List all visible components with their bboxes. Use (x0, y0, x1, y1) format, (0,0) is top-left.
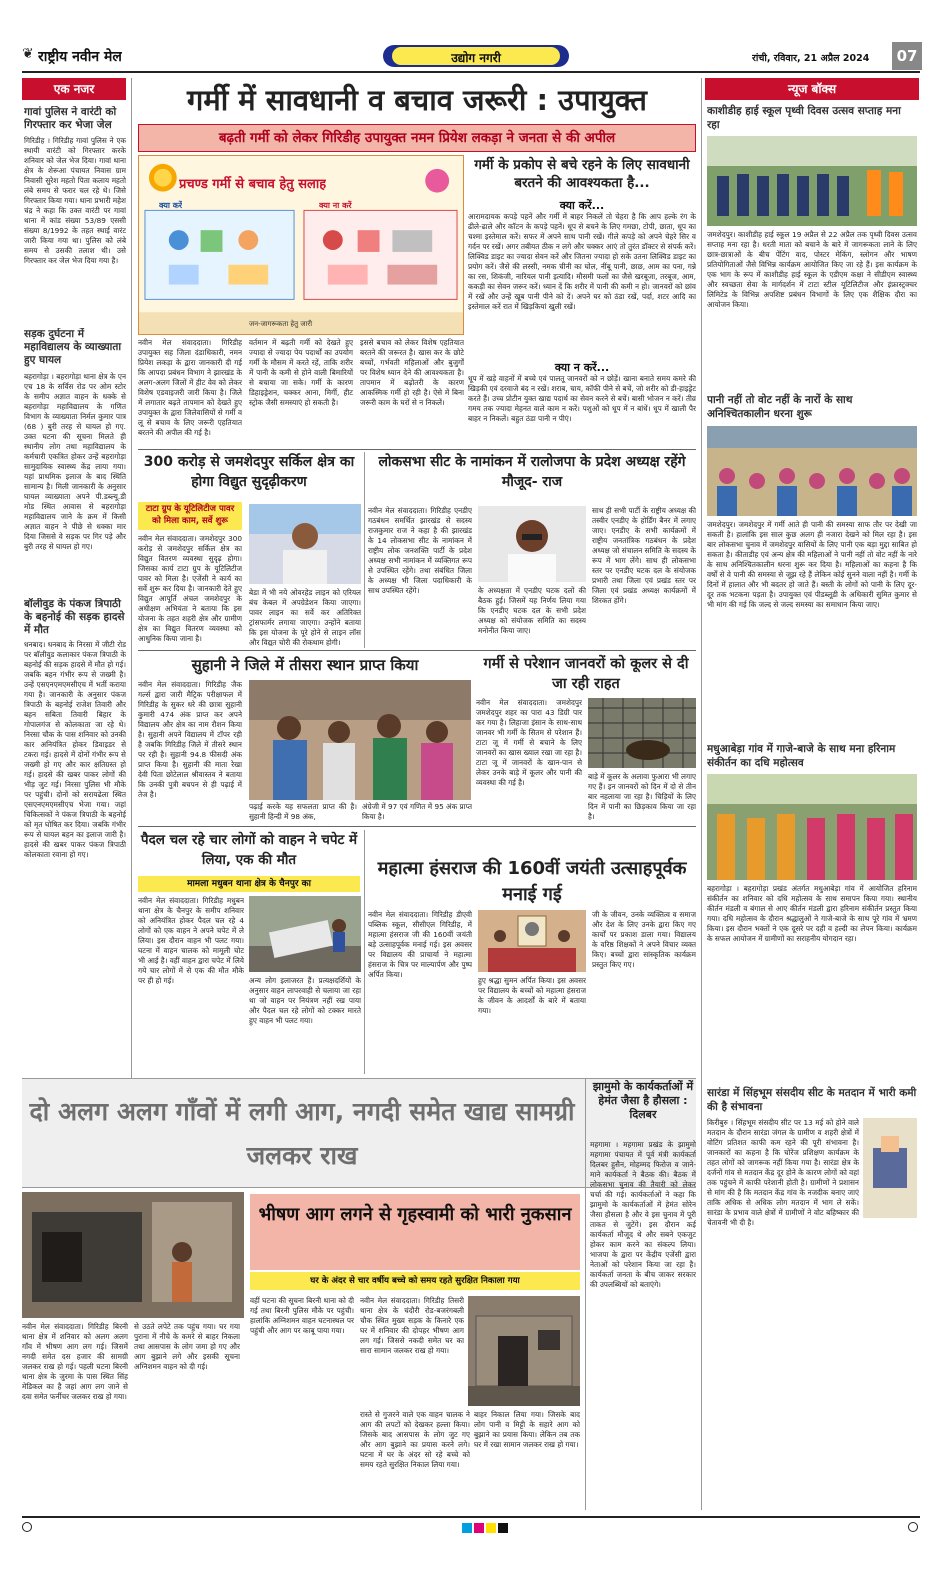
right-r3-body: बहरागोड़ा । बहरागोड़ा प्रखंड अंतर्गत मधुआबेड़ा गांव में आयोजित हरिनाम संकीर्तन का शनिवार को दधि महोत्सव के साथ समापन किया गया। स्थानीय कीर्तन मंडली व बंगाल से आए कीर्तन मंडली द्वारा हरिनाम संकीर्तन प्रस्तुत किया गया। दधि महोत्सव के दौरान श्रद्धालुओं ने गाजे-बाजे के साथ पूरे गांव में भ्रमण किया। इस दौरान भक्तों ने एक दूसरे पर दही व हल्दी का लेपन किया। कार्यक्रम के सफल आयोजन में ग्रामीणों का सराहनीय योगदान रहा। (707, 884, 917, 943)
voting-symbol-image (863, 1118, 917, 1218)
accident-col1: नवीन मेल संवाददाता। गिरिडीह मधुबन थाना क्षेत्र के चैनपुर के समीप शनिवार को अनियंत्रित होकर पैदल चल रहे 4 लोगों को एक वाहन ने अपने चपेट में ले लिया। इस दौरान वाहन भी पलट गया। घटना में वाहन चालक को मामूली चोट भी आई है। वहीं वाहन द्वारा चपेट में लिये गये चार लोगों में से एक की मौत मौके पर ही हो गई। (138, 896, 244, 985)
registration-mark-icon (22, 1522, 32, 1532)
tribute-photo (478, 910, 586, 972)
hansraj-caption: हुए श्रद्धा सुमन अर्पित किया। इस अवसर पर विद्यालय के बच्चों को महात्मा हंसराज के जीवन के आदर्शों के बारे में बताया गया। (478, 976, 586, 1015)
right-r3-title: मधुआबेड़ा गांव में गाजे-बाजे के साथ मना हरिनाम संकीर्तन का दधि महोत्सव (707, 743, 896, 769)
main-rule-2 (138, 650, 696, 651)
heat-advisory-poster (138, 155, 464, 335)
students-earth-day-photo (707, 136, 917, 226)
kirtan-festival-photo (707, 774, 917, 880)
gharfire-sub: घर के अंदर से चार वर्षीय बच्चे को समय रहते सुरक्षित निकाला गया (310, 1276, 520, 1286)
gharfire-col1: नवीन मेल संवाददाता। गिरिडीह तिसरी थाना क्षेत्र के चंदौरी रोड-बजरंगबली चौक स्थित मुख्य सड़क के किनारे एक घर में शनिवार की दोपहर भीषण आग लग गई। जिससे नकदी समेत घर का सारा सामान जलकर राख हो गया। (360, 1296, 464, 1355)
ek-nazar-label: एक नजर (53, 82, 95, 96)
section-banner-inner (392, 47, 560, 65)
raj-col1: नवीन मेल संवाददाता। गिरिडीह एनडीए गठबंधन समर्थित झारखंड से सदस्य राजकुमार राज ने कहा है की झारखंड के 14 लोकसभा सीट के नामांकन में राष्ट्रीय लोक जनशक्ति पार्टी के प्रदेश अध्यक्ष सभी नामांकन में व्यक्तिगत रूप से उपस्थित रहेंगे। तथा संबंधित जिला के अध्यक्ष भी जिला पदाधिकारी के साथ उपस्थित रहेंगे। (368, 506, 472, 595)
main-col1: नवीन मेल संवाददाता। गिरिडीह उपायुक्त सह जिला दंडाधिकारी, नमन प्रियेश लकड़ा के द्वारा जानकारी दी गई कि आपदा प्रबंधन विभाग ने झारखंड के अलग-अलग जिलों में हीट वेव को लेकर विशेष एडवाइजरी जारी किया है। जिले में लगातार बढ़ते तापमान को देखते हुए उपायुक्त के द्वारा जिलेवासियों से गर्मी व लू से बचाव के लिए जरूरी एहतियात बरतने की अपील की गई है। (138, 338, 242, 437)
poster-dont-label: क्या ना करें (319, 201, 352, 210)
poster-title: प्रचण्ड गर्मी से बचाव हेतु सलाह (179, 177, 327, 192)
left-column-divider (131, 78, 132, 1128)
left-s2-title: सड़क दुर्घटना में महाविद्यालय के व्याख्याता हुए घायल (24, 328, 122, 366)
color-bar-yellow (486, 1523, 496, 1533)
suhani-headline: सुहानी ने जिले में तीसरा स्थान प्राप्त किया (191, 656, 419, 674)
raj-portrait (478, 506, 586, 582)
suhani-photo (249, 680, 471, 800)
raj-photo (478, 506, 586, 582)
suhani-col1: नवीन मेल संवाददाता। गिरिडीह जैक गर्ल्स द्वारा जारी मैट्रिक परीक्षाफल में गिरिडीह के सुकर धरे की छात्रा सुहानी कुमारी 474 अंक प्राप्त कर अपने विद्यालय और क्षेत्र का नाम रौशन किया है। सुहानी अपने विद्यालय में टॉपर रही है जबकि गिरिडीह जिले में तीसरे स्थान पर रही है। सुहानी 94.8 फीसदी अंक प्राप्त किया है। सुहानी की माता रेखा देवी पिता छोटेलाल श्रीवास्तव ने बताया कि उनकी पुत्री बचपन से ही पढ़ाई में तेज है। (138, 680, 242, 799)
s300-col2: बेडा में भी नये ओवरहेड लाइन को एरियल बंच केबल में अपग्रेडेशन किया जाएगा। पावर लाइन का सर्वे कर अतिरिक्त ट्रांसफार्मर लगाया जाएगा। उन्होंने बताया कि इस योजना के पूरे होने से लाइन लॉस और विद्युत चोरी की रोकथाम होगी। (249, 588, 361, 646)
animal-col1: नवीन मेल संवाददाता। जमशेदपुर जमशेदपुर शहर का पारा 43 डिग्री पार कर गया है। लिहाजा इंसान के साथ-साथ जानवर भी गर्मी के सितम से परेशान हैं। टाटा जू में गर्मी से बचाने के लिए जानवरों का खास ख्याल रखा जा रहा है। टाटा जू में जानवरों के खान-पान से लेकर उनके बाड़े में कूलर और पानी की व्यवस्था की गई है। (476, 698, 582, 787)
raj-col3: साथ ही सभी पार्टी के राष्ट्रीय अध्यक्ष की तस्वीर एनडीए के होर्डिंग बैनर में लगाए जाए। एनडीए के सभी कार्यक्रमों में राष्ट्रीय जनतांत्रिक गठबंधन के प्रदेश अध्यक्ष जो संचालन समिति के सदस्य के रूप में भाग लेंगे। साथ ही लोकसभा स्तर पर एनडीए घटक दल के संयोजक प्रभारी तथा जिला एवं प्रखंड स्तर पर जिला एवं प्रखंड अध्यक्ष कार्यक्रमों में शिरकत होंगे। (592, 506, 696, 605)
jmm-divider (585, 1078, 586, 1510)
raj-col2: के अध्यक्षता में एनडीए घटक दलों की बैठक हुई। जिसमें यह निर्णय लिया गया कि एनडीए घटक दल के सभी प्रदेश अध्यक्ष को संयोजक समिति का सदस्य मनोनीत किया जाए। (478, 586, 586, 635)
main-col2: वर्तमान में बढ़ती गर्मी को देखते हुए ज्यादा से ज्यादा पेय पदार्थों का उपयोग गर्मी के मौसम में करते रहें, ताकि शरीर में पानी के कमी से होने वाली बिमारियों से बचाया जा सके। गर्मी के कारण डिहाइड्रेशन, चक्कर आना, मिर्गी, हीट स्ट्रोक जैसी समस्याएं हो सकती है। (249, 338, 353, 407)
fire-headline: दो अलग अलग गाँवों में लगी आग, नगदी समेत खाद्य सामग्री जलकर राख (29, 1097, 575, 1170)
fire-col2: से उठते लपेटे तक पहुंच गया। घर गया पुराना में नीचे के कमरे से बाहर निकला तथा आसपास के लोग जमा हो गए और आग बुझाने लगे और इसकी सूचना अग्निशमन वाहन को दी गई। (134, 1322, 240, 1371)
poster-footer: जन-जागरूकता हेतु जारी (249, 320, 313, 328)
right-r2-title: पानी नहीं तो वोट नहीं के नारों के साथ अनिश्चितकालीन धरना शुरू (707, 394, 853, 420)
color-bar-magenta (474, 1523, 484, 1533)
ek-nazar-header (22, 78, 126, 100)
registration-mark-icon (908, 1522, 918, 1532)
color-bar-black (498, 1523, 508, 1533)
s300-col1: नवीन मेल संवाददाता। जमशेदपुर 300 करोड़ से जमशेदपुर सर्किल क्षेत्र का विद्युत वितरण व्यवस्था सुदृढ़ होगा। जिसका कार्य टाटा ग्रुप के यूटिलिटीज पावर को मिला है। एजेंसी ने कार्य का सर्वे शुरू कर दिया है। जानकारी देते हुए विद्युत आपूर्ति अंचल जमशेदपुर के अधीक्षण अभियंता ने बताया कि इस योजना के तहत शहरी क्षेत्र और ग्रामीण क्षेत्र का विद्युत वितरण व्यवस्था को आधुनिक किया जाना है। (138, 534, 242, 643)
kya-karen-head: क्या करें... (559, 199, 605, 212)
official-portrait (249, 504, 361, 584)
main-rule-3 (138, 826, 696, 827)
gharfire-headline: भीषण आग लगने से गृहस्वामी को भारी नुकसान (258, 1204, 572, 1225)
accident-photo (249, 896, 361, 972)
hansraj-col3: जी के जीवन, उनके व्यक्तित्व व समाज और देश के लिए उनके द्वारा किए गए कार्यों पर प्रकाश डाला गया। विद्यालय के वरिष्ठ शिक्षकों ने अपने विचार व्यक्त किए। बच्चों द्वारा सांस्कृतिक कार्यक्रम प्रस्तुत किए गए। (592, 910, 696, 969)
kya-na-karen-head: क्या न करें... (554, 361, 610, 374)
burnt-house-photo (468, 1296, 580, 1406)
suhani-col3: अंग्रेजी में 97 एवं गणित में 95 अंक प्राप्त किया है। (362, 802, 472, 821)
right-r3-photo (707, 774, 917, 880)
bottom-rule (22, 1516, 920, 1518)
accident-sub: मामला मधुबन थाना क्षेत्र के चैनपुर का (187, 879, 311, 889)
burnt-shop-photo (22, 1192, 244, 1318)
page-number: 07 (896, 47, 918, 65)
s300-photo (249, 504, 361, 584)
gharfire-photo (468, 1296, 580, 1406)
jmm-body: महगामा । महगामा प्रखंड के झामुमो महगामा पंचायत में पूर्व मंत्री कार्यकर्ता दिलबर हुसैन, मोहम्मद फिरोज व जाने-माने कार्यकर्ता ने बैठक की। बैठक में लोकसभा चुनाव की तैयारी को लेकर चर्चा की गई। कार्यकर्ताओं ने कहा कि झामुमो के कार्यकर्ताओं में हेमंत सोरेन जैसा हौसला है और वे इस चुनाव में पूरी ताकत से जुटेंगे। इस दौरान कई कार्यकर्ता मौजूद थे और सबने एकजुट होकर काम करने का संकल्प लिया। भाजपा के द्वारा पर केंद्रीय एजेंसी द्वारा नेताओं को परेशान किया जा रहा है। कार्यकर्ता जनता के बीच जाकर सरकार की उपलब्धियों को बताएंगे। (590, 1140, 696, 1289)
animal-headline: गर्मी से परेशान जानवरों को कूलर से दी जा रही राहत (483, 656, 689, 692)
overturned-vehicle-photo (249, 896, 361, 972)
color-bar-cyan (462, 1523, 472, 1533)
left-s1-title: गावां पुलिस ने वारंटी को गिरफ्तार कर भेजा जेल (24, 106, 117, 131)
left-s2-body: बहरागोड़ा । बहरागोड़ा थाना क्षेत्र के एन एच 18 के सर्विस रोड पर ओम स्टोर के समीप अज्ञात वाहन के धक्के से बहरागोड़ा महाविद्यालय के गणित विभाग के व्याख्याता निर्मल कुमार पात्र (68 ) बुरी तरह से घायल हो गए. उक्त घटना की सूचना मिलते ही स्थानीय लोग तथा महाविद्यालय के कर्मचारी एकत्रित होकर उन्हें बहरागोड़ा सामुदायिक स्वास्थ्य केंद्र लाया गया। यहां प्राथमिक इलाज के बाद स्थिति सामान्य है। मिली जानकारी के अनुसार घायल व्याख्याता अपने पी.डब्ल्यू.डी मोड स्थित आवास से बहरागोड़ा महाविद्यालय जाने के क्रम में किसी अज्ञात वाहन ने पीछे से धक्का मार दिया जिससे वे सड़क पर गिर पड़े और बुरी तरह से घायल हो गए। (24, 372, 126, 551)
main-subhead: बढ़ती गर्मी को लेकर गिरिडीह उपायुक्त नमन प्रियेश लकड़ा ने जनता से की अपील (218, 130, 616, 146)
right-r2-photo (707, 426, 917, 516)
gharfire-col2: रास्ते से गुजरने वाले एक वाहन चालक ने आग की लपटों को देखकर हल्ला किया। जिसके बाद आसपास के लोग जुट गए और आग बुझाने का प्रयास करने लगे। घटना में घर के अंदर सो रहे बच्चे को समय रहते सुरक्षित निकाल लिया गया। (360, 1410, 470, 1469)
news-box-label: न्यूज बॉक्स (787, 82, 837, 96)
right-r2-body: जमशेदपुर। जमशेदपुर में गर्मी आते ही पानी की समस्या साफ तौर पर देखी जा सकती है। हालांकि इस साल कुछ अलग ही नजारा देखने को मिल रहा है। इस बार लोकसभा चुनाव में जमशेदपुर वासियों के लिए पानी एक बड़ा मुद्दा साबित हो सकता है। कीताडीह एवं अन्य क्षेत्र की महिलाओं ने पानी नहीं तो वोट नहीं के नारे के साथ अनिश्चितकालीन धरना शुरू कर दिया है। महिलाओं का कहना है कि वर्षों से वे पानी की समस्या से जूझ रहे हैं लेकिन कोई सुनने वाला नहीं है। गर्मी के दिनों में हालात और भी बदतर हो जाते हैं। बस्ती के लोगों को पानी के लिए दूर-दूर तक भटकना पड़ता है। उपायुक्त एवं पीडब्लूडी के अधिकारी सुमित कुमार से भी मांग की गई कि जल्द से जल्द समस्या का समाधान किया जाए। (707, 520, 917, 609)
right-r4-title: सारंडा में सिंहभूम संसदीय सीट के मतदान में भारी कमी की है संभावना (707, 1087, 917, 1113)
zoo-cooler-photo (588, 698, 696, 768)
left-s3-title: बॉलीवुड के पंकज त्रिपाठी के बहनोई की सड़क हादसे में मौत (24, 598, 125, 636)
s300-headline: 300 करोड़ से जमशेदपुर सर्किल क्षेत्र का होगा विद्युत सुदृढ़ीकरण (143, 454, 355, 490)
fire-col1: नवीन मेल संवाददाता। गिरिडीह बिरनी थाना क्षेत्र में शनिवार को अलग अलग गाँव में भीषण आग लग गई। जिसमें नगदी समेत दस हजार की सामग्री जलकर राख हो गई। पहली घटना बिरनी थाना क्षेत्र के जुरमा के पास स्थित सिंह मेडिकल का है जहां आग लग जाने से दवा समेत फर्नीचर जलकर राख हो गया। (22, 1322, 128, 1401)
color-registration-strip (22, 1522, 920, 1534)
paper-name: राष्ट्रीय नवीन मेल (38, 49, 122, 65)
left-s3-body: धनबाद। धनबाद के निरसा में जीटी रोड पर बॉलीवुड कलाकार पंकज त्रिपाठी के बहनोई की सड़क हादसे में मौत हो गई। जबकि बहन गंभीर रूप से जख्मी है। उन्हें एसएनएमएमसीएच में भर्ती कराया गया है। जानकारी के अनुसार पंकज त्रिपाठी के बहनोई राजेश तिवारी और बहन सबिता तिवारी बिहार के गोपालगंज से कोलकाता जा रहे थे। निरसा चौक के पास शनिवार को उनकी कार अनियंत्रित होकर डिवाइडर से टकरा गई। हादसे में दोनों गंभीर रूप से जख्मी हो गए और कार क्षतिग्रस्त हो गई। हादसे की खबर पाकर लोगों की भीड़ जुट गई। निरसा पुलिस भी मौके पर पहुंची। दोनों को सरायढेला स्थित एसएनएमएमसीएच भेजा गया। जहां चिकित्सकों ने पंकज त्रिपाठी के बहनोई को मृत घोषित कर दिया। जबकि गंभीर रूप से घायल बहन का इलाज जारी है। हादसे की खबर पाकर पंकज त्रिपाठी कोलकाता रवाना हो गए। (24, 640, 126, 859)
accident-col2: अन्य लोग इलाजरत हैं। प्रत्यक्षदर्शियों के अनुसार वाहन लापरवाही से चलाया जा रहा था जो वाहन पर नियंत्रण नहीं रख पाया और पैदल चल रहे लोगों को टक्कर मारते हुए वाहन भी पलट गया। (249, 976, 361, 1025)
right-r4-body: किरीबुरु । सिंहभूम संसदीय सीट पर 13 मई को होने वाले मतदान के दौरान सारंडा जंगल के ग्रामीण व शहरी क्षेत्रों में वोटिंग प्रतिशत काफी कम रहने की पूरी संभावना है। जानकारों का कहना है कि चोरेंज प्रशिक्षण कार्यक्रम के तहत लोगों को जागरूक नहीं किया गया है। सारंडा क्षेत्र के दर्जनों गांव से मतदान केंद्र दूर होने के कारण लोगों को वहां तक पहुंचने में काफी परेशानी होती है। ग्रामीणों ने प्रशासन से मांग की है कि मतदान केंद्र गांव के नजदीक बनाए जाएं ताकि अधिक से अधिक लोग मतदान में भाग ले सकें। सारंडा के प्रभाव वाले क्षेत्रों में ग्रामीणों ने वोट बहिष्कार की चेतावनी भी दी है। (707, 1118, 859, 1227)
poster-do-label: क्या करें (159, 201, 183, 210)
right-r4-photo (863, 1118, 917, 1218)
s300-sub: टाटा ग्रुप के यूटिलिटीज पावर को मिला काम, सर्वे शुरू (145, 504, 235, 526)
animal-photo (588, 698, 696, 768)
protest-photo (707, 426, 917, 516)
animal-col2: बाड़े में कूलर के अलावा फुआरा भी लगाए गए हैं। इन जानवरों को दिन में दो से तीन बार नहलाया जा रहा है। चिड़ियों के लिए दिन में पानी का छिड़काव किया जा रहा है। (588, 772, 696, 821)
hansraj-photo (478, 910, 586, 972)
main-side-head: गर्मी के प्रकोप से बचे रहने के लिए सावधानी बरतने की आवश्यकता है... (474, 157, 690, 191)
accident-headline: पैदल चल रहे चार लोगों को वाहन ने चपेट में लिया, एक की मौत (140, 832, 358, 868)
bird-logo-icon: ❦ (22, 46, 34, 62)
suhani-family-photo (249, 680, 471, 800)
news-box-header (705, 78, 919, 100)
main-col3: इससे बचाव को लेकर विशेष एहतियात बरतने की जरूरत है। खास कर के छोटे बच्चों, गर्भवती महिलाओं और बुजुर्गों पर विशेष ध्यान देने की आवश्यकता है। तापमान में बढ़ोतरी के कारण आकस्मिक गर्मी हो रही है। ऐसे में बिना जरूरी काम के घरों से न निकलें। (360, 338, 464, 407)
masthead (22, 42, 922, 70)
dateline: रांची, रविवार, 21 अप्रैल 2024 (752, 53, 870, 64)
gharfire-col3: बाहर निकाल लिया गया। जिसके बाद लोग पानी व मिट्टी के सहारे आग को बुझाने का प्रयास किया। लेकिन तब तक घर में रखा सामान जलकर राख हो गया। (474, 1410, 580, 1449)
jmm-headline: झामुमो के कार्यकर्ताओं में हेमंत जैसा है हौसला : दिलबर (592, 1080, 694, 1121)
suhani-caption: पढ़ाई करके यह सफलता प्राप्त की है। सुहानी हिन्दी में 98 अंक, (249, 802, 357, 821)
accident-divider (364, 830, 365, 1074)
fire-photo (22, 1192, 244, 1318)
section-name: उद्योग नगरी (451, 51, 501, 65)
kya-na-karen-body: धूप में खड़े वाहनों में बच्चे एवं पालतू जानवरों को न छोड़ें। खाना बनाते समय कमरे की खिड़की एवं दरवाजे बंद न रखें। शराब, चाय, कॉफी पीने से बचें, जो शरीर को डी-हाइड्रेट करते हैं। उच्च प्रोटीन युक्त खाद्य पदार्थ का सेवन करने से बचें। बासी भोजन न करें। तीव्र गमय तक ज्यादा मेहनत वाले काम न करें। पशुओं को धूप में न बांधें। धूप में खाली पैर बाहर न निकलें। बहुत ठंडा पानी न पीएं। (468, 374, 696, 423)
left-s1-body: गिरिडीह । गिरिडीह गावां पुलिस ने एक स्थायी वारंटी को गिरफ्तार करके शनिवार को जेल भेज दिया। गावां थाना क्षेत्र के शेरूआ पंचायत निवास ग्राम निवासी सुरेश महतो पिता कलाय महतो लंबे समय से फरार चल रहे थे। जिसे गिरफ्तार किया गया। थाना प्रभारी महेश चंद्र ने कहा कि उक्त वारंटी पर गावां थाना में कांड संख्या 53/89 एससी संख्या 8/1992 के तहत स्थाई वारंट जारी किया गया था। पुलिस को लंबे समय से उसकी तलाश थी। उसे गिरफ्तार कर जेल भेज दिया गया है। (24, 136, 126, 265)
fire-col3: वहीं घटना की सूचना बिरनी थाना को दी गई तथा बिरनी पुलिस मौके पर पहुंची। हालांकि अग्निशमन वाहन घटनास्थल पर पहुंची और आग पर काबू पाया गया। (250, 1296, 354, 1335)
right-r1-title: काशीडीह हाई स्कूल पृथ्वी दिवस उत्सव सप्ताह मना रहा (707, 105, 901, 131)
main-headline: गर्मी में सावधानी व बचाव जरूरी : उपायुक्त (187, 83, 647, 117)
main-rule-1 (138, 449, 696, 450)
right-r1-photo (707, 136, 917, 226)
hansraj-headline: महात्मा हंसराज की 160वीं जयंती उत्साहपूर्वक मनाई गई (377, 858, 687, 905)
right-column-divider (701, 78, 702, 1510)
kya-karen-body: आरामदायक कपड़े पहनें और गर्मी में बाहर निकलें तो चेहरा है कि आप हल्के रंग के ढीले-ढाले और कॉटन के कपड़े पहनें। धूप से बचने के लिए गमछा, टोपी, छाता, धूप का चश्मा इस्तेमाल करें। सफर में अपने साथ पानी रखें। गीले कपड़े को अपने चेहरे सिर व गर्दन पर रखें। अगर तबीयत ठीक न लगे और चक्कर आएं तो तुरंत डॉक्टर से संपर्क करें। लिक्विड डाइट का ज्यादा सेवन करें और जितना ज्यादा हो सके उतना लिक्विड डाइट का प्रयोग करें। जैसे की लस्सी, नमक चीनी का घोल, नींबू पानी, छाछ, आम का पना, गन्ने का रस, शिकंजी, नारियल पानी इत्यादि। मौसमी फलों का जैसे खरबूजा, तरबूज, आम, ककड़ी का सेवन जरूर करें। ध्यान दें कि शरीर में पानी की कमी न हो। जानवरों को छांव में रखें और उन्हें खूब पानी पीने को दें। अपने घर को ठंडा रखें, पर्दा, शटर आदि का इस्तेमाल करें रात में खिड़कियां खुली रखें। (468, 212, 696, 311)
hansraj-col1: नवीन मेल संवाददाता। गिरिडीह डीएवी पब्लिक स्कूल, सीसीएल गिरिडीह, में महात्मा हंसराज जी की 160वीं जयंती बड़े उत्साहपूर्वक मनाई गई। इस अवसर पर विद्यालय की प्राचार्या ने महात्मा हंसराज के चित्र पर माल्यार्पण और पुष्प अर्पित किया। (368, 910, 472, 979)
page-number-box (892, 42, 922, 70)
s300-divider (364, 452, 365, 648)
right-r1-body: जमशेदपुर। काशीडीह हाई स्कूल 19 अप्रैल से 22 अप्रैल तक पृथ्वी दिवस उत्सव सप्ताह मना रहा है। धरती माता को बचाने के बारे में जागरूकता लाने के लिए छात्र-छात्राओं के बीच पेंटिंग वाद, पोस्टर मेकिंग, स्लोगन और भाषण प्रतियोगिताओं जैसे विभिन्न कार्यक्रम आयोजित किए जा रहे हैं। इस कार्यक्रम के एक भाग के रूप में काशीडीह हाई स्कूल के एडीएम कक्षा ने सीडीएम स्वास्थ्य और स्वच्छता सेवा के मार्गदर्शन में टाटा स्टील यूटिलिटीज और इंफ्रास्ट्रक्चर लिमिटेड के विभिन्न अपशिष्ट प्रबंधन विभागों के लिए एक शैक्षिक दौरा का आयोजन किया। (707, 230, 917, 309)
raj-headline: लोकसभा सीट के नामांकन में रालोजपा के प्रदेश अध्यक्ष रहेंगे मौजूद- राज (378, 454, 686, 490)
masthead-rule (22, 71, 920, 73)
